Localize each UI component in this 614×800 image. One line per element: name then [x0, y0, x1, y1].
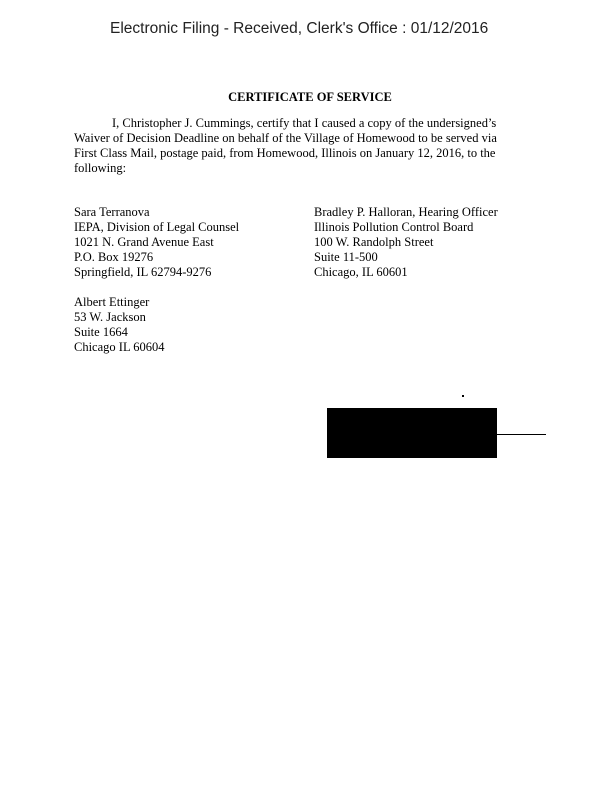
signature-redaction-box: [327, 408, 497, 458]
certificate-body-line: Waiver of Decision Deadline on behalf of the Village of Homewood to be served via: [74, 131, 497, 145]
recipient-address-block: [74, 205, 239, 280]
recipient-address-line: P.O. Box 19276: [74, 250, 154, 264]
recipient-address-line: IEPA, Division of Legal Counsel: [74, 220, 240, 234]
recipient-address-line: Illinois Pollution Control Board: [314, 220, 474, 234]
certificate-body: [74, 116, 526, 176]
stray-mark: [462, 395, 464, 397]
recipient-address-block: [314, 205, 498, 280]
recipient-address-line: Suite 11-500: [314, 250, 378, 264]
recipient-name: Sara Terranova: [74, 205, 150, 219]
signature-line: [497, 434, 546, 435]
recipient-address-line: 1021 N. Grand Avenue East: [74, 235, 214, 249]
certificate-body-line: following:: [74, 161, 127, 175]
recipient-address-line: Chicago, IL 60601: [314, 265, 408, 279]
recipient-address-line: Springfield, IL 62794-9276: [74, 265, 212, 279]
recipient-address-line: 53 W. Jackson: [74, 310, 146, 324]
filing-stamp-header: Electronic Filing - Received, Clerk's Office : 01/12/2016: [110, 20, 489, 37]
recipient-name: Albert Ettinger: [74, 295, 150, 309]
certificate-body-line: I, Christopher J. Cummings, certify that I caused a copy of the undersigned’s: [112, 116, 497, 130]
recipient-address-block: [74, 295, 165, 355]
recipient-address-line: Suite 1664: [74, 325, 128, 339]
recipient-address-line: 100 W. Randolph Street: [314, 235, 434, 249]
recipient-address-line: Chicago IL 60604: [74, 340, 165, 354]
certificate-body-line: First Class Mail, postage paid, from Homewood, Illinois on January 12, 2016, to the: [74, 146, 496, 160]
certificate-title: CERTIFICATE OF SERVICE: [228, 90, 392, 104]
recipient-name: Bradley P. Halloran, Hearing Officer: [314, 205, 498, 219]
